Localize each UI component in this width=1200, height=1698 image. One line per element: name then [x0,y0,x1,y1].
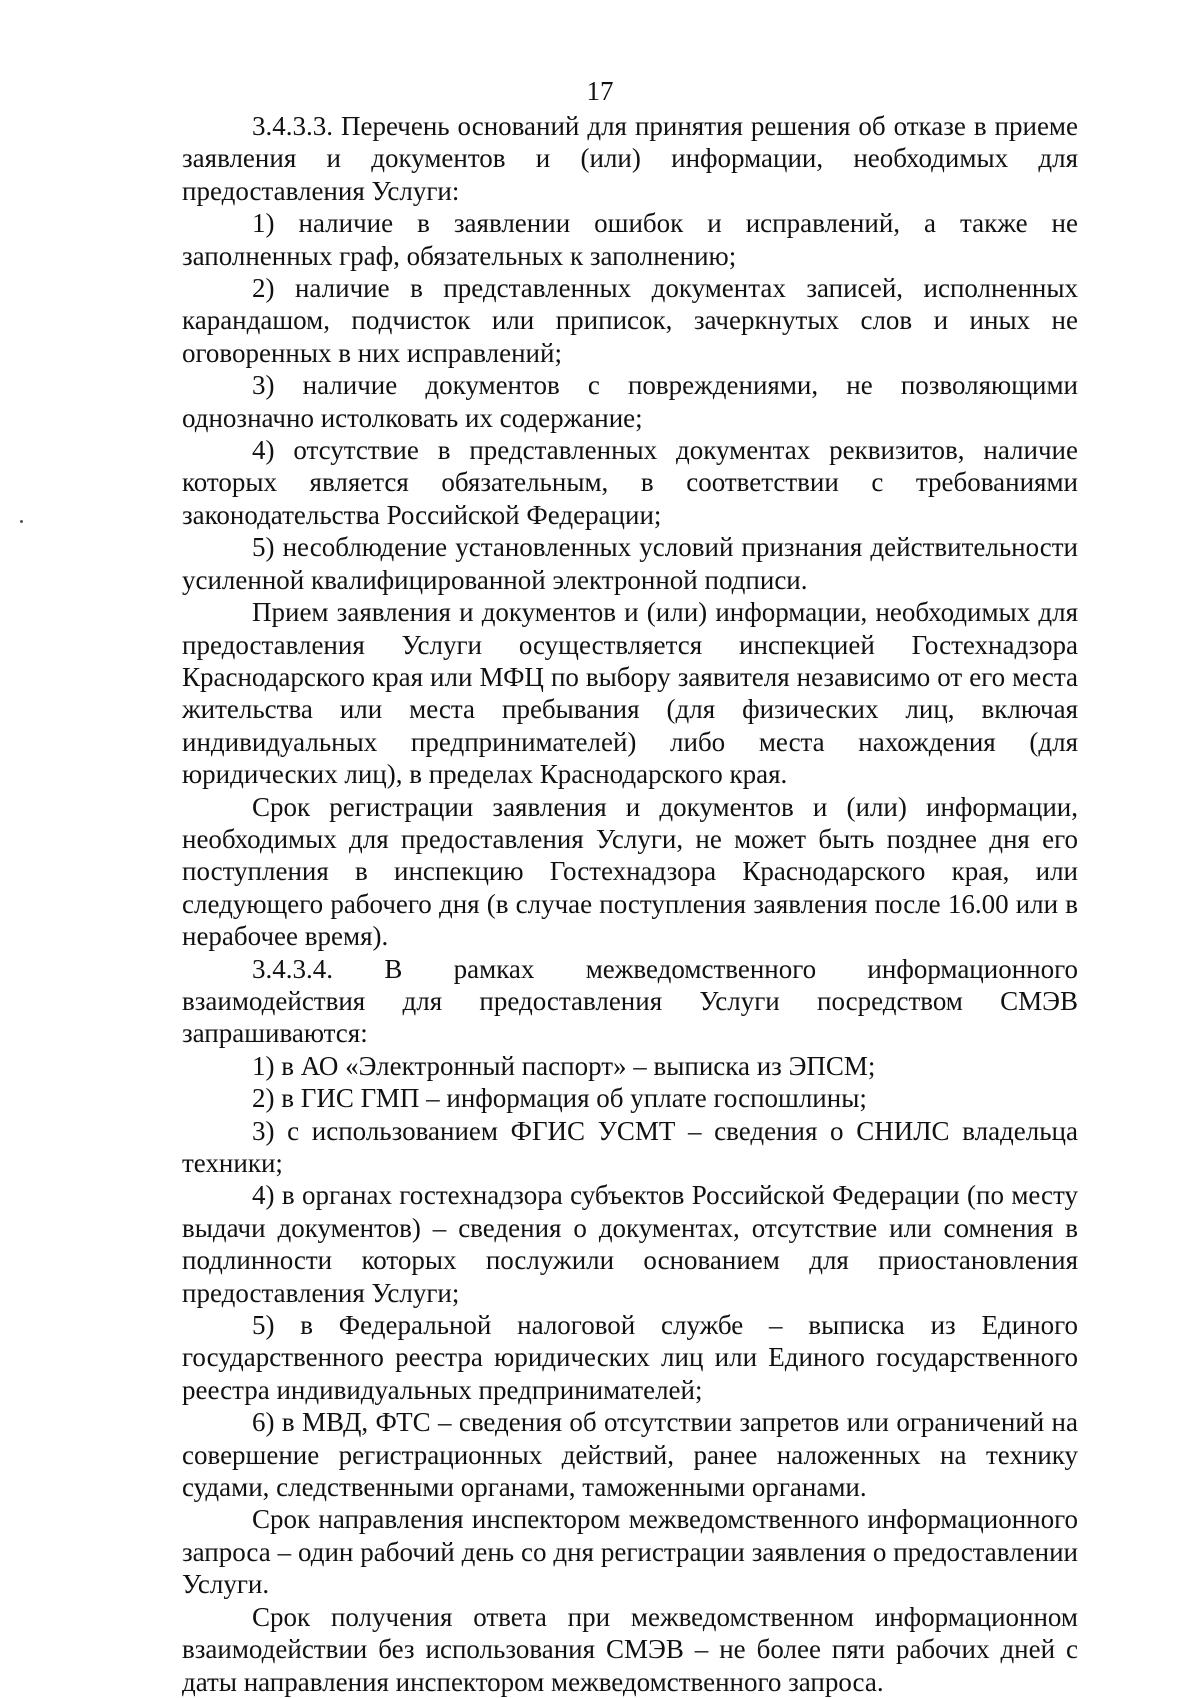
list-item-request-5: 5) в Федеральной налоговой службе – выписка из Единого государственного реестра юридических лиц или Единого государственного реестра индивидуальных предпринимателей; [182,1310,1078,1405]
document-body [182,110,1078,1698]
paragraph-acceptance: Прием заявления и документов и (или) информации, необходимых для предоставления Услуги осуществляется инспекцией Гостехнадзора Краснодарского края или МФЦ по выбору заявителя независимо от его места жительства или места пребывания (для физических лиц, включая индивидуальных предпринимателей) либо места нахождения (для юридических лиц), в пределах Краснодарского края. [182,597,1078,790]
list-item-request-1: 1) в АО «Электронный паспорт» – выписка из ЭПСМ; [252,1050,876,1081]
paragraph-registration-term: Срок регистрации заявления и документов и (или) информации, необходимых для предоставления Услуги, не может быть позднее дня его поступления в инспекцию Гостехнадзора Краснодарского края, или следующего рабочего дня (в случае поступления заявления после 16.00 или в нерабочее время). [182,791,1078,952]
list-item-request-4: 4) в органах гостехнадзора субъектов Российской Федерации (по месту выдачи документов) – сведения о документах, отсутствие или сомнения в подлинности которых послужили основанием для приостановления предоставления Услуги; [182,1180,1078,1308]
page-number: 17 [586,76,614,106]
list-item-refusal-4: 4) отсутствие в представленных документах реквизитов, наличие которых является обязательным, в соответствии с требованиями законодательства Российской Федерации; [182,435,1078,530]
list-item-request-6: 6) в МВД, ФТС – сведения об отсутствии запретов или ограничений на совершение регистрационных действий, ранее наложенных на технику судами, следственными органами, таможенными органами. [182,1407,1078,1503]
list-item-refusal-5: 5) несоблюдение установленных условий признания действительности усиленной квалифицированной электронной подписи. [182,532,1078,595]
scan-speck [20,520,23,523]
paragraph-3-4-3-4: 3.4.3.4. В рамках межведомственного информационного взаимодействия для предоставления Услуги посредством СМЭВ запрашиваются: [182,953,1078,1049]
list-item-refusal-3: 3) наличие документов с повреждениями, не позволяющими однозначно истолковать их содержание; [182,370,1078,433]
list-item-refusal-2: 2) наличие в представленных документах записей, исполненных карандашом, подчисток или приписок, зачеркнутых слов и иных не оговоренных в них исправлений; [182,273,1078,368]
paragraph-request-term: Срок направления инспектором межведомственного информационного запроса – один рабочий день со дня регистрации заявления о предоставлении Услуги. [182,1504,1078,1600]
list-item-request-2: 2) в ГИС ГМП – информация об уплате госпошлины; [252,1083,867,1114]
list-item-request-3: 3) с использованием ФГИС УСМТ – сведения о СНИЛС владельца техники; [182,1115,1078,1178]
paragraph-3-4-3-3: 3.4.3.3. Перечень оснований для принятия решения об отказе в приеме заявления и документов и (или) информации, необходимых для предоставления Услуги: [182,111,1078,206]
list-item-refusal-1: 1) наличие в заявлении ошибок и исправлений, а также не заполненных граф, обязательных к заполнению; [182,208,1078,271]
paragraph-response-term: Срок получения ответа при межведомственном информационном взаимодействии без использования СМЭВ – не более пяти рабочих дней с даты направления инспектором межведомственного запроса. [182,1601,1078,1697]
